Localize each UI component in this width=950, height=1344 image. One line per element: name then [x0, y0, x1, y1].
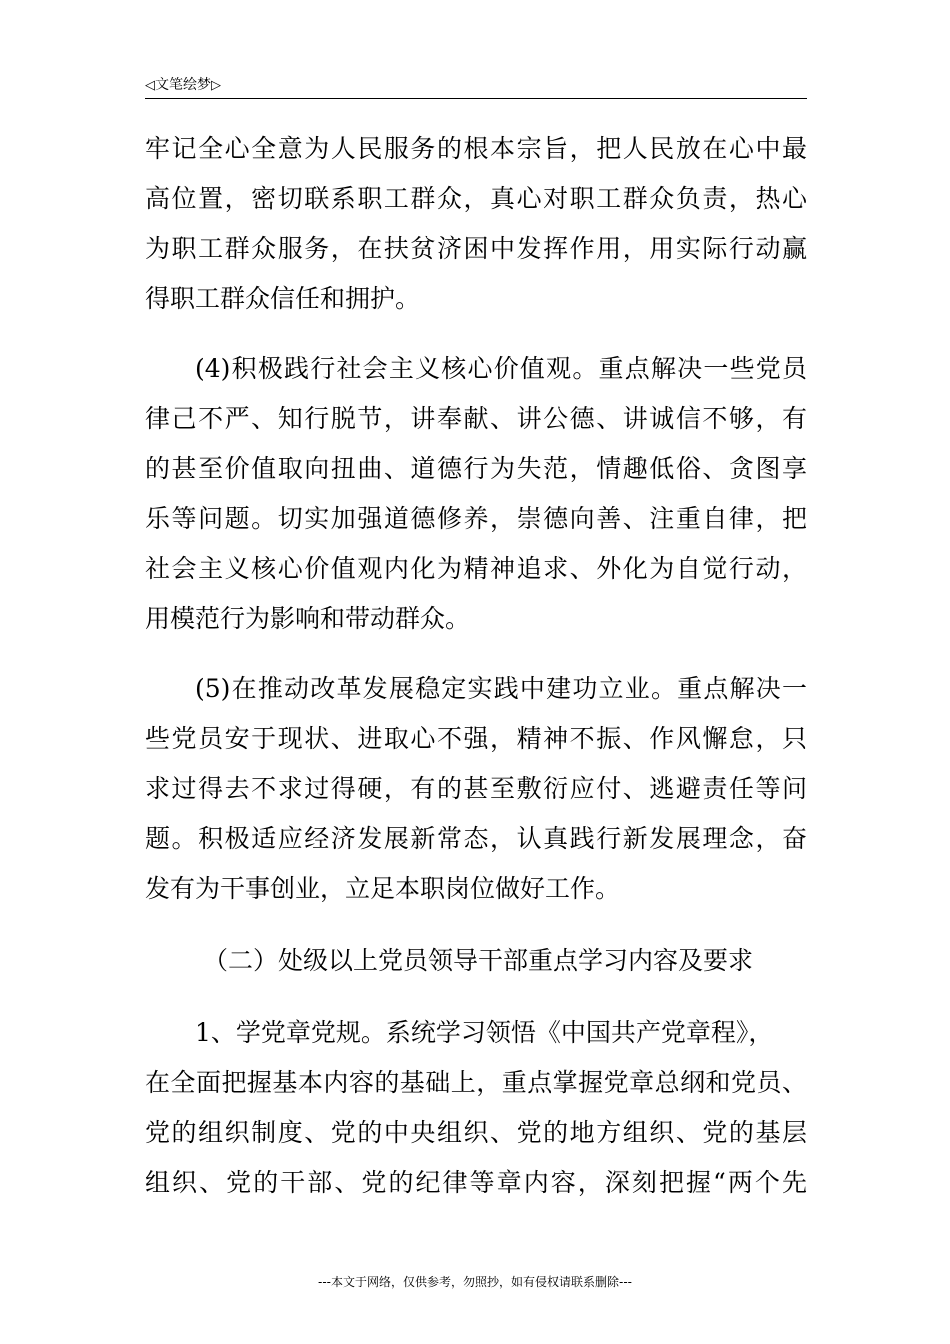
text-line: 得职工群众信任和拥护。: [145, 284, 421, 313]
paragraph-gap: [145, 324, 807, 344]
text-line: 在全面把握基本内容的基础上，重点掌握党章总纲和党员、: [145, 1068, 807, 1097]
paragraph-gap: [145, 644, 807, 664]
page-header: [145, 74, 807, 99]
footer-disclaimer: ---本文于网络，仅供参考，勿照抄，如有侵权请联系删除---: [318, 1275, 632, 1289]
text-line: 发有为干事创业，立足本职岗位做好工作。: [145, 874, 621, 903]
text-line: 1、学党章党规。系统学习领悟《中国共产党章程》，: [195, 1018, 774, 1047]
paragraph-4: [145, 1008, 807, 1208]
paragraph-3: [145, 664, 807, 914]
text-line: 的甚至价值取向扭曲、道德行为失范，情趣低俗、贪图享: [145, 454, 807, 483]
text-line: (5)在推动改革发展稳定实践中建功立业。重点解决一: [195, 674, 807, 703]
text-line: 为职工群众服务，在扶贫济困中发挥作用，用实际行动赢: [145, 234, 807, 263]
text-line: 社会主义核心价值观内化为精神追求、外化为自觉行动，: [145, 554, 807, 583]
paragraph-1: [145, 124, 807, 324]
document-body: [145, 124, 807, 1208]
text-line: 题。积极适应经济发展新常态，认真践行新发展理念，奋: [145, 824, 807, 853]
header-title: 文笔绘梦: [155, 77, 211, 93]
right-triangle-icon: ▷: [211, 78, 221, 93]
text-line: 高位置，密切联系职工群众，真心对职工群众负责，热心: [145, 184, 807, 213]
left-triangle-icon: ◁: [145, 78, 155, 93]
paragraph-gap: [145, 914, 807, 936]
text-line: (4)积极践行社会主义核心价值观。重点解决一些党员: [195, 354, 807, 383]
paragraph-gap: [145, 986, 807, 1008]
paragraph-2: [145, 344, 807, 644]
text-line: 党的组织制度、党的中央组织、党的地方组织、党的基层: [145, 1118, 807, 1147]
text-line: 组织、党的干部、党的纪律等章内容，深刻把握“两个先: [145, 1168, 807, 1197]
text-line: 用模范行为影响和带动群众。: [145, 604, 471, 633]
text-line: 牢记全心全意为人民服务的根本宗旨，把人民放在心中最: [145, 134, 807, 163]
text-line: 乐等问题。切实加强道德修养，崇德向善、注重自律，把: [145, 504, 807, 533]
text-line: 些党员安于现状、进取心不强，精神不振、作风懈怠，只: [145, 724, 807, 753]
section-heading: （二）处级以上党员领导干部重点学习内容及要求: [203, 946, 754, 975]
header-title-group: [145, 76, 221, 95]
text-line: 求过得去不求过得硬，有的甚至敷衍应付、逃避责任等问: [145, 774, 807, 803]
text-line: 律己不严、知行脱节，讲奉献、讲公德、讲诚信不够，有: [145, 404, 807, 433]
